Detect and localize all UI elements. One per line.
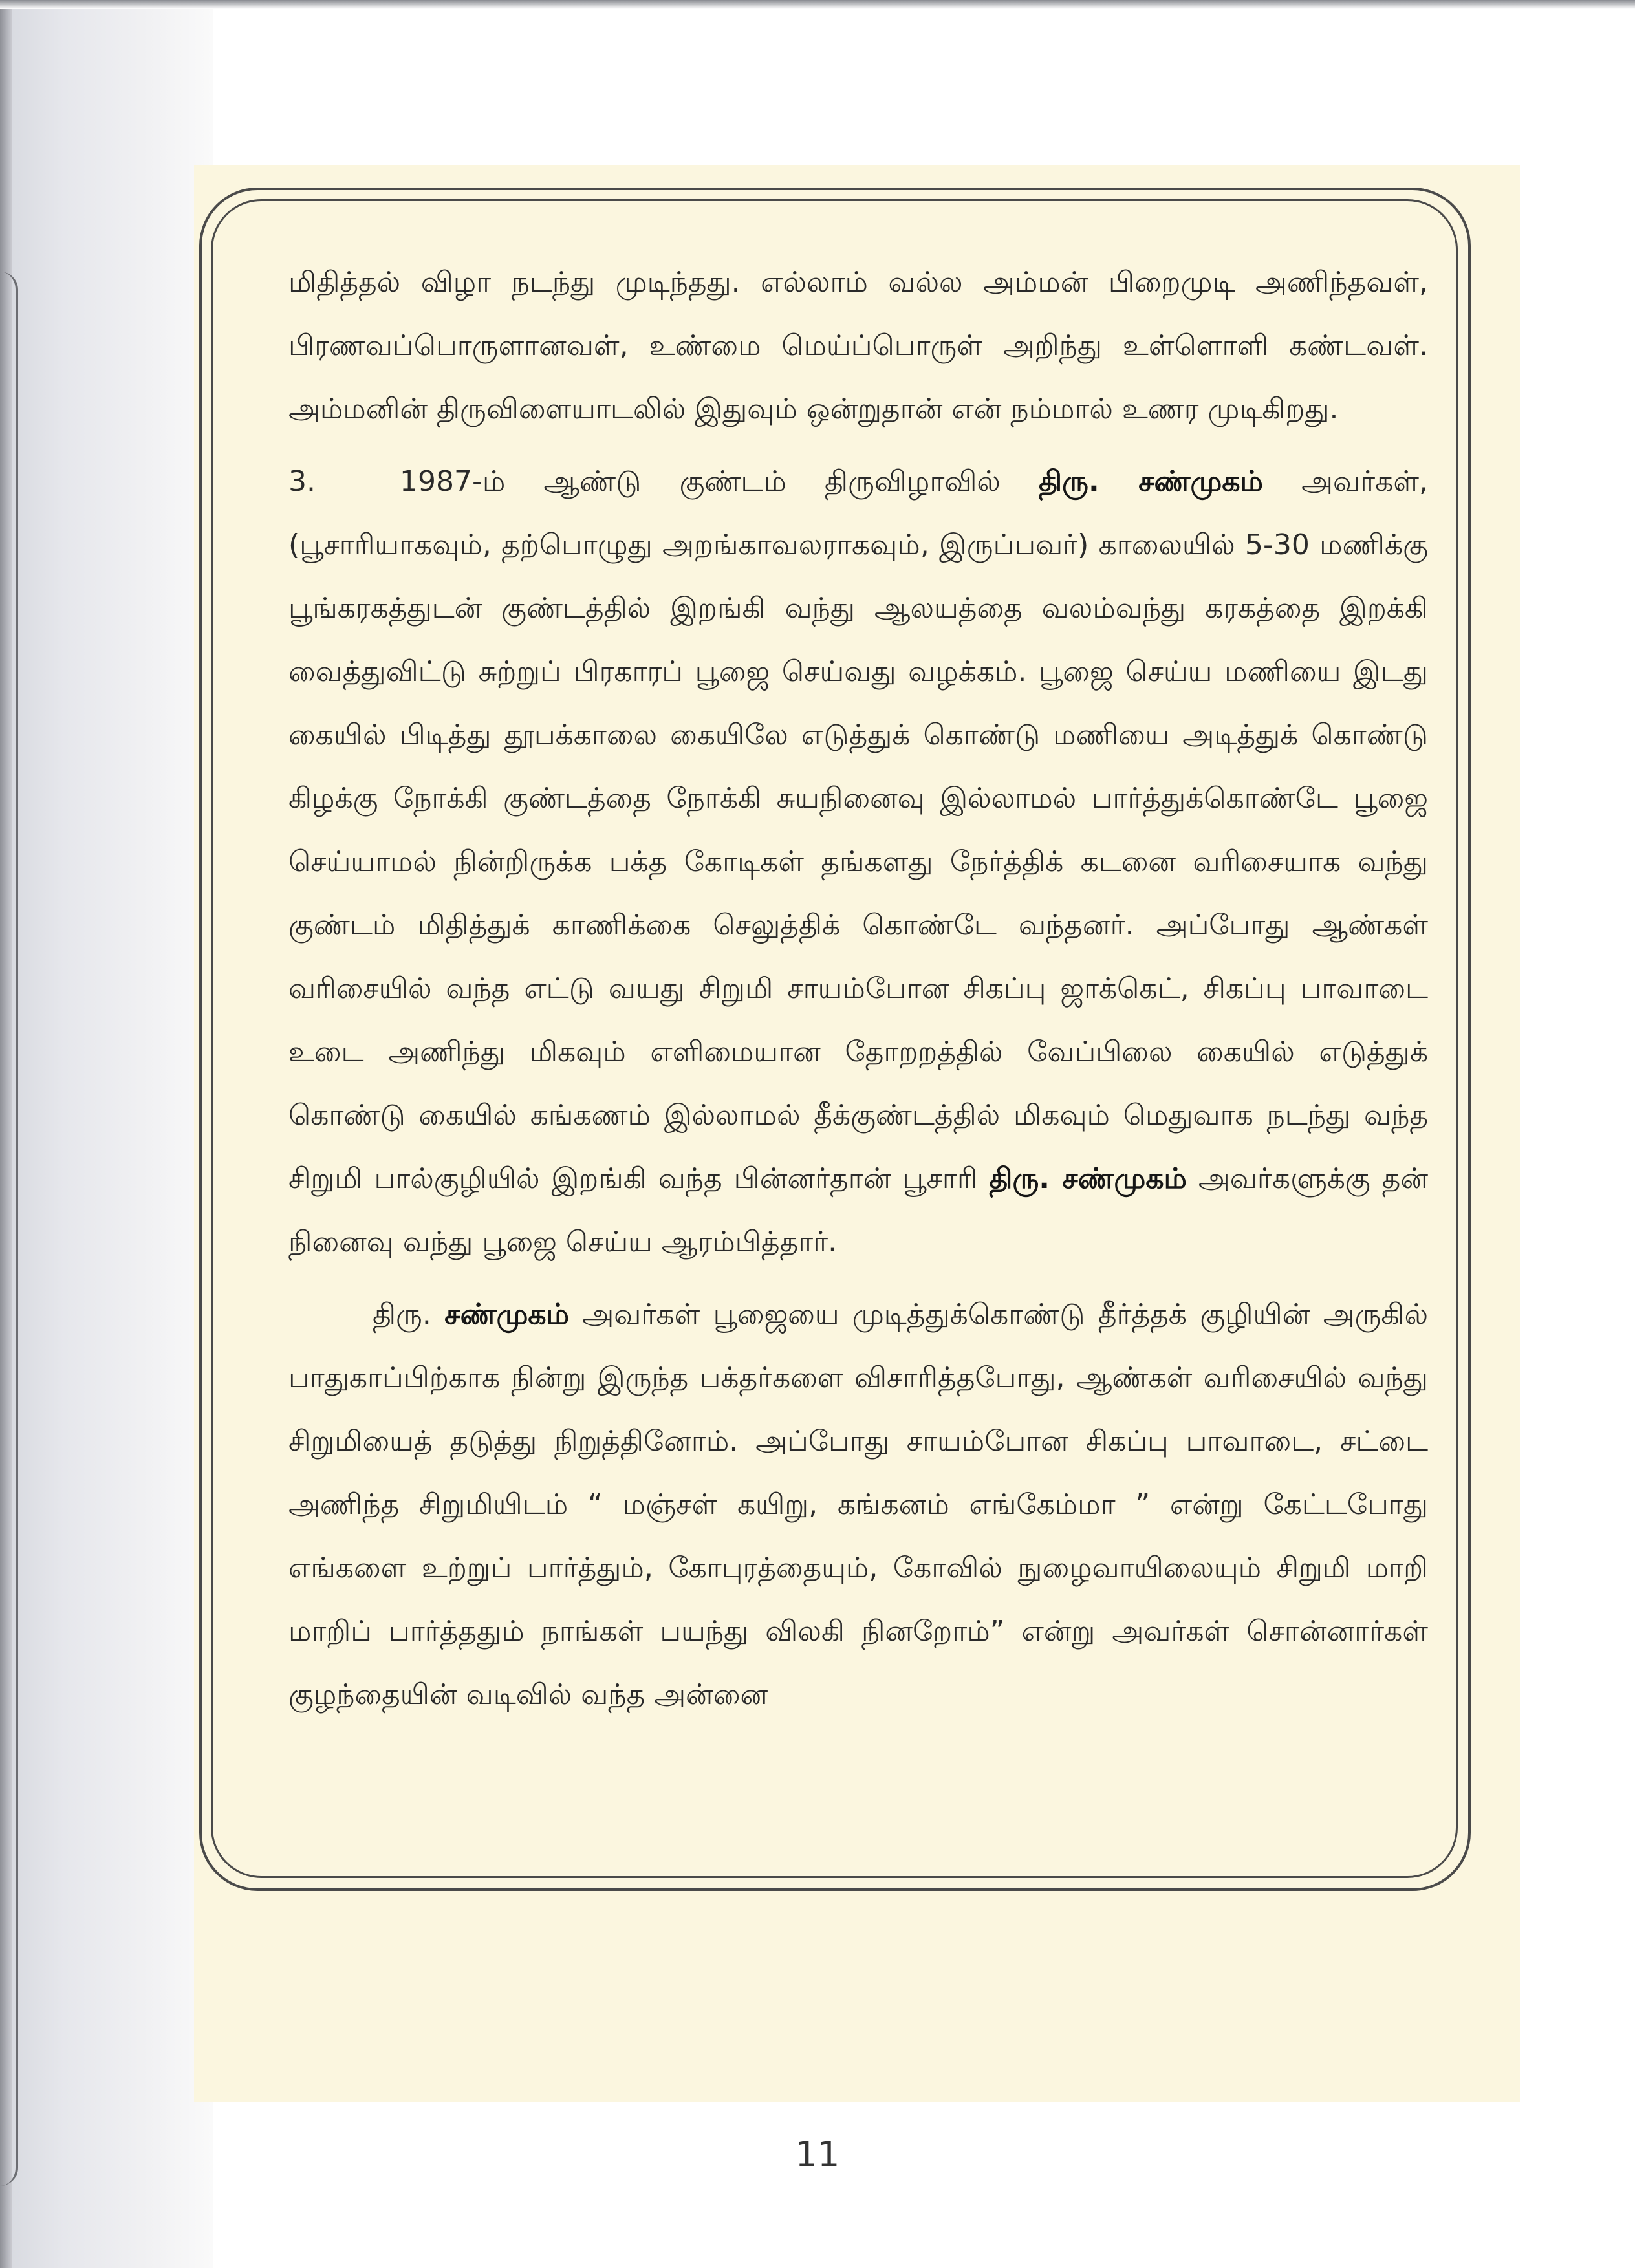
- paragraph-2: [288, 450, 1428, 1274]
- name-highlight-3: சண்முகம்: [444, 1298, 569, 1331]
- name-highlight-2: திரு. சண்முகம்: [989, 1162, 1187, 1195]
- paragraph-number: 3.: [288, 465, 316, 498]
- scan-top-edge: [0, 0, 1635, 9]
- name-highlight-1: திரு. சண்முகம்: [1039, 465, 1263, 498]
- paragraph-3: [288, 1283, 1428, 1727]
- book-spine-shadow: [0, 0, 213, 2268]
- paragraph-1: [288, 251, 1428, 441]
- paragraph-3-lead: திரு.: [373, 1298, 445, 1331]
- page-body-text: [288, 251, 1428, 1727]
- page-number: 11: [795, 2134, 840, 2175]
- paragraph-2-tail: அவர்களுக்கு தன் நினைவு வந்து பூஜை செய்ய ஆரம்பித்தார்.: [288, 1162, 1428, 1258]
- paragraph-2-lead: 1987-ம் ஆண்டு குண்டம் திருவிழாவில்: [400, 465, 1039, 498]
- paragraph-3-rest: அவர்கள் பூஜையை முடித்துக்கொண்டு தீர்த்தக் குழியின் அருகில் பாதுகாப்பிற்காக நின்று இருந்த பக்தர்களை விசாரித்தபோது, ஆண்கள் வரிசையில் வந்து சிறுமியைத் தடுத்து நிறுத்தினோம். அப்போது சாயம்போன சிகப்பு பாவாடை, சட்டை அணிந்த சிறுமியிடம் “ மஞ்சள் கயிறு, கங்கனம் எங்கேம்மா ” என்று கேட்டபோது எங்களை உற்றுப் பார்த்தும், கோபுரத்தையும், கோவில் நுழைவாயிலையும் சிறுமி மாறி மாறிப் பார்த்ததும் நாங்கள் பயந்து விலகி நினறோம்” என்று அவர்கள் சொன்னார்கள் குழந்தையின் வடிவில் வந்த அன்னை: [288, 1298, 1428, 1711]
- paragraph-2-middle: அவர்கள், (பூசாரியாகவும், தற்பொழுது அறங்காவலராகவும், இருப்பவர்) காலையில் 5-30 மணிக்கு பூங்கரகத்துடன் குண்டத்தில் இறங்கி வந்து ஆலயத்தை வலம்வந்து கரகத்தை இறக்கி வைத்துவிட்டு சுற்றுப் பிரகாரப் பூஜை செய்வது வழக்கம். பூஜை செய்ய மணியை இடது கையில் பிடித்து தூபக்காலை கையிலே எடுத்துக் கொண்டு மணியை அடித்துக் கொண்டு கிழக்கு நோக்கி குண்டத்தை நோக்கி சுயநினைவு இல்லாமல் பார்த்துக்கொண்டே பூஜை செய்யாமல் நின்றிருக்க பக்த கோடிகள் தங்களது நேர்த்திக் கடனை வரிசையாக வந்து குண்டம் மிதித்துக் காணிக்கை செலுத்திக் கொண்டே வந்தனர். அப்போது ஆண்கள் வரிசையில் வந்த எட்டு வயது சிறுமி சாயம்போன சிகப்பு ஜாக்கெட், சிகப்பு பாவாடை உடை அணிந்து மிகவும் எளிமையான தோறறத்தில் வேப்பிலை கையில் எடுத்துக் கொண்டு கையில் கங்கணம் இல்லாமல் தீக்குண்டத்தில் மிகவும் மெதுவாக நடந்து வந்த சிறுமி பால்குழியில் இறங்கி வந்த பின்னர்தான் பூசாரி: [288, 465, 1428, 1195]
- facing-page-edge: [0, 272, 18, 2186]
- paragraph-1-text: மிதித்தல் விழா நடந்து முடிந்தது. எல்லாம் வல்ல அம்மன் பிறைமுடி அணிந்தவள், பிரணவப்பொருளானவள், உண்மை மெய்ப்பொருள் அறிந்து உள்ளொளி கண்டவள். அம்மனின் திருவிளையாடலில் இதுவும் ஒன்றுதான் என் நம்மால் உணர முடிகிறது.: [288, 266, 1428, 426]
